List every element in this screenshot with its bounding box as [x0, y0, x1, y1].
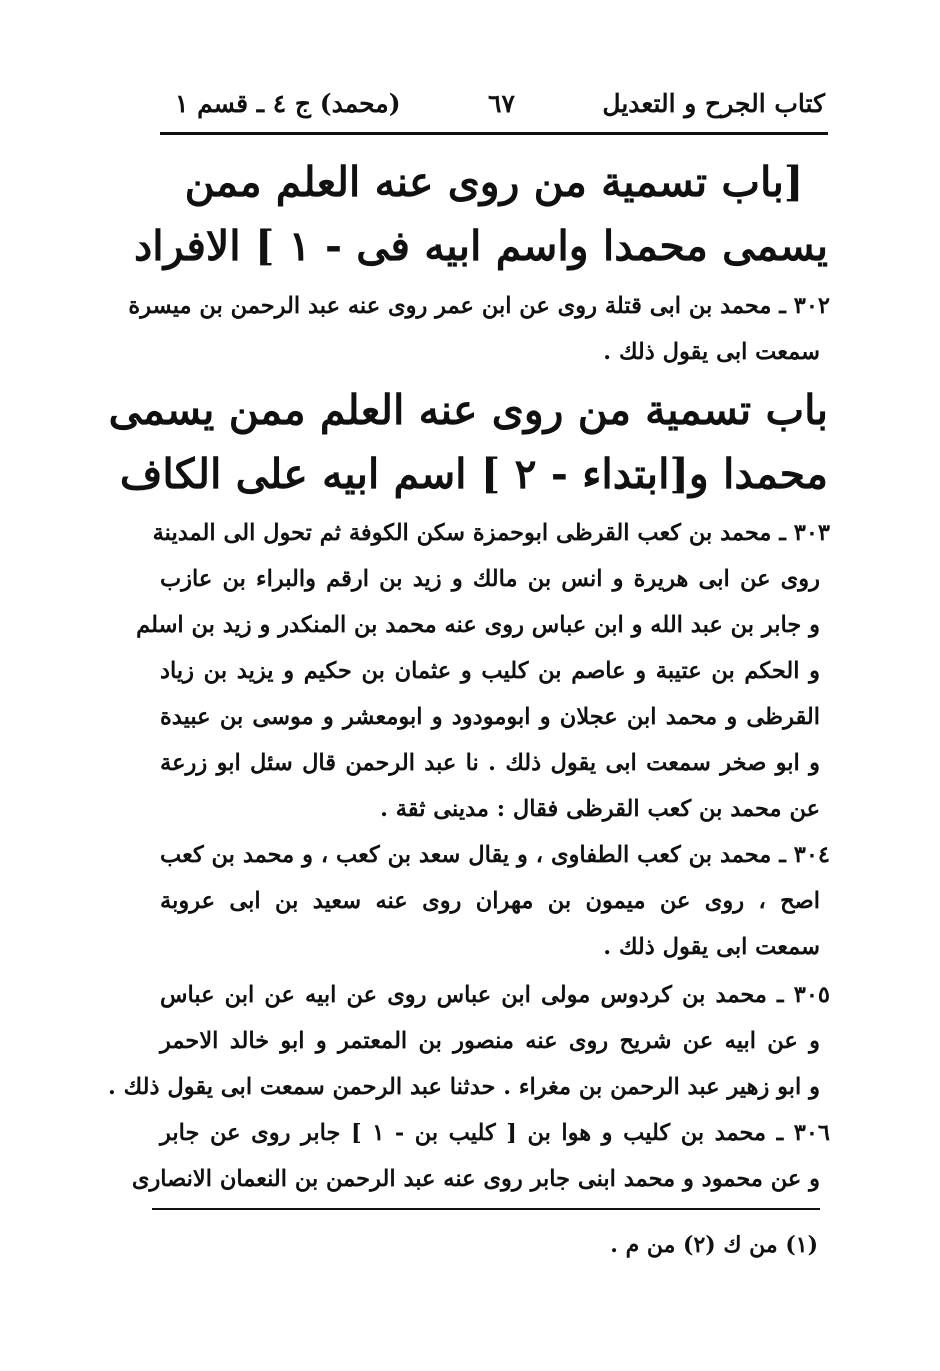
entry-line: سمعت ابى يقول ذلك . — [603, 934, 820, 960]
entry-line: عن محمد بن كعب القرظى فقال : مدينى ثقة . — [380, 796, 820, 822]
entry-line: اصح ، روى عن ميمون بن مهران روى عنه سعيد بن ابى عروبة — [160, 888, 820, 914]
entry-line: ٣٠٣ ـ محمد بن كعب القرظى ابوحمزة سكن الكوفة ثم تحول الى المدينة — [152, 520, 830, 546]
running-header — [175, 78, 825, 128]
entry-line: القرظى و محمد ابن عجلان و ابومودود و ابومعشر و موسى بن عبيدة — [160, 704, 820, 730]
header-rule — [160, 132, 828, 135]
page-number: ٦٧ — [488, 88, 515, 118]
heading-line: يسمى محمدا واسم ابيه فى - ١ ] الافراد — [134, 222, 828, 270]
chapter-heading-2 — [108, 378, 828, 506]
entry-line: ٣٠٤ ـ محمد بن كعب الطفاوى ، و يقال سعد بن كعب ، و محمد بن كعب — [160, 842, 830, 868]
entry-line: ٣٠٢ ـ محمد بن ابى قتلة روى عن ابن عمر روى عنه عبد الرحمن بن ميسرة — [128, 293, 830, 319]
entry-302 — [128, 283, 830, 375]
entry-304 — [160, 832, 830, 970]
entry-line: و ابو زهير عبد الرحمن بن مغراء . حدثنا عبد الرحمن سمعت ابى يقول ذلك . — [108, 1074, 820, 1100]
entry-line: روى عن ابى هريرة و انس بن مالك و زيد بن ارقم والبراء بن عازب — [160, 566, 820, 592]
entry-305 — [108, 972, 830, 1110]
footnote: (١) من ك (٢) من م . — [610, 1232, 818, 1258]
entry-line: و عن محمود و محمد ابنى جابر روى عنه عبد الرحمن بن النعمان الانصارى — [131, 1166, 820, 1192]
entry-306 — [131, 1110, 830, 1202]
entry-line: و ابو صخر سمعت ابى يقول ذلك . نا عبد الرحمن قال سئل ابو زرعة — [160, 750, 820, 776]
chapter-heading-1 — [134, 150, 828, 278]
entry-line: ٣٠٦ ـ محمد بن كليب و هوا بن [ كليب بن - ١ ] جابر روى عن جابر — [160, 1120, 830, 1146]
entry-line: و جابر بن عبد الله و ابن عباس روى عنه محمد بن المنكدر و زيد بن اسلم — [136, 612, 820, 638]
entry-line: و الحكم بن عتيبة و عاصم بن كليب و عثمان بن حكيم و يزيد بن زياد — [160, 658, 820, 684]
heading-line: باب تسمية من روى عنه العلم ممن يسمى — [108, 386, 828, 434]
entry-line: و عن ابيه عن شريح روى عنه منصور بن المعتمر و ابو خالد الاحمر — [160, 1028, 820, 1054]
footnote-rule — [152, 1208, 820, 1210]
section-label: (محمد) ج ٤ ـ قسم ١ — [175, 88, 401, 118]
heading-line: [باب تسمية من روى عنه العلم ممن — [184, 158, 804, 206]
entry-303 — [136, 510, 830, 832]
entry-line: سمعت ابى يقول ذلك . — [603, 339, 820, 365]
heading-line: محمدا و[ابتداء - ٢ ] اسم ابيه على الكاف — [119, 450, 828, 498]
entry-line: ٣٠٥ ـ محمد بن كردوس مولى ابن عباس روى عن ابيه عن ابن عباس — [160, 982, 830, 1008]
book-title: كتاب الجرح و التعديل — [602, 88, 825, 118]
